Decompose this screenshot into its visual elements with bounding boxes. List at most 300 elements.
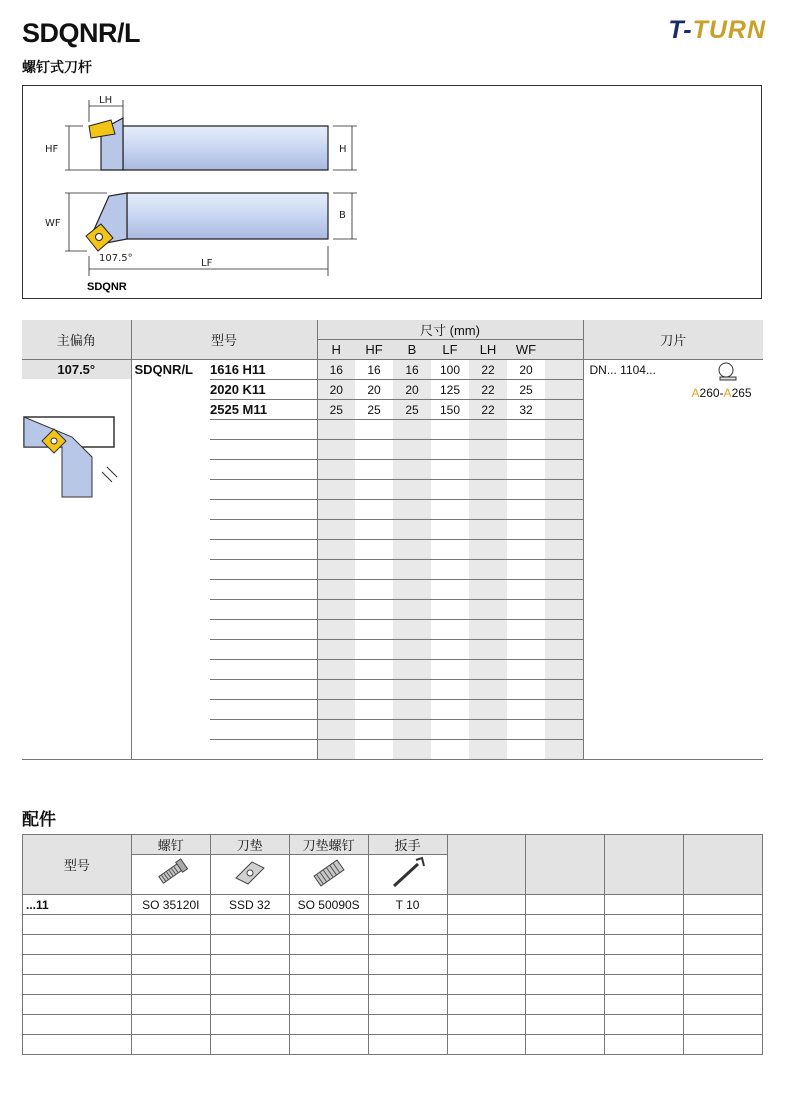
size-cell: [210, 620, 317, 640]
dim-cell-empty: [545, 700, 583, 720]
acc-cell-wrench: [368, 1015, 447, 1035]
acc-cell-blank: [526, 955, 605, 975]
acc-cell-screw: SO 35120I: [131, 895, 210, 915]
col-header-approach-angle: 主偏角: [22, 320, 131, 360]
dim-cell-wf: [507, 480, 545, 500]
acc-cell-blank: [605, 935, 684, 955]
acc-cell-shim-screw: [289, 955, 368, 975]
dim-cell-lh: [469, 500, 507, 520]
dim-cell-b: [393, 520, 431, 540]
page-subtitle: 螺钉式刀杆: [22, 60, 92, 76]
acc-cell-model: [23, 1035, 132, 1055]
table-row: [23, 1015, 763, 1035]
size-cell: [210, 680, 317, 700]
size-cell: 1616 H11: [210, 360, 317, 380]
acc-cell-blank: [447, 915, 526, 935]
col-header-h: H: [317, 340, 355, 360]
dim-label-lf: LF: [201, 258, 213, 269]
acc-cell-screw: [131, 995, 210, 1015]
shim-screw-image-cell: [289, 855, 368, 895]
dim-cell-h: 25: [317, 400, 355, 420]
acc-cell-shim-screw: [289, 1035, 368, 1055]
dim-cell-wf: [507, 640, 545, 660]
acc-cell-blank: [526, 895, 605, 915]
acc-cell-model: [23, 955, 132, 975]
dim-cell-lh: [469, 580, 507, 600]
screw-image-cell: [131, 855, 210, 895]
size-cell: [210, 740, 317, 760]
acc-cell-shim: [210, 935, 289, 955]
dim-cell-lf: 125: [431, 380, 469, 400]
acc-cell-blank: [447, 995, 526, 1015]
acc-cell-shim-screw: [289, 1015, 368, 1035]
dim-cell-lh: [469, 560, 507, 580]
dim-cell-b: [393, 660, 431, 680]
dim-cell-lh: 22: [469, 400, 507, 420]
dim-cell-hf: [355, 580, 393, 600]
dim-cell-lh: [469, 700, 507, 720]
dim-cell-lf: 100: [431, 360, 469, 380]
dim-cell-wf: 32: [507, 400, 545, 420]
dim-cell-empty: [545, 540, 583, 560]
acc-cell-blank: [526, 975, 605, 995]
acc-cell-shim-screw: [289, 975, 368, 995]
dim-cell-empty: [545, 560, 583, 580]
dim-cell-wf: [507, 740, 545, 760]
dim-cell-lh: [469, 520, 507, 540]
dim-cell-empty: [545, 660, 583, 680]
col-header-b: B: [393, 340, 431, 360]
drawing-caption: SDQNR: [87, 281, 127, 293]
acc-cell-shim: [210, 1015, 289, 1035]
page-ref-prefix-2: A: [723, 386, 732, 400]
size-cell: [210, 460, 317, 480]
technical-drawing: [22, 85, 762, 299]
dim-cell-lf: [431, 660, 469, 680]
dim-cell-empty: [545, 720, 583, 740]
dim-cell-h: [317, 420, 355, 440]
acc-cell-blank: [605, 1015, 684, 1035]
dim-cell-empty: [545, 480, 583, 500]
dim-cell-h: [317, 740, 355, 760]
acc-header-blank-1: [447, 835, 526, 895]
acc-cell-blank: [684, 895, 763, 915]
dim-cell-wf: [507, 500, 545, 520]
size-cell: [210, 500, 317, 520]
wrench-icon: [388, 856, 428, 890]
dim-cell-hf: [355, 740, 393, 760]
table-row: [22, 360, 763, 380]
acc-cell-model: [23, 1015, 132, 1035]
dim-cell-hf: 16: [355, 360, 393, 380]
acc-cell-blank: [684, 975, 763, 995]
dim-cell-lf: [431, 640, 469, 660]
dim-cell-hf: [355, 680, 393, 700]
acc-cell-model: [23, 915, 132, 935]
dim-cell-lh: [469, 720, 507, 740]
dim-cell-wf: [507, 620, 545, 640]
shank-top-view: [127, 193, 328, 239]
acc-cell-blank: [605, 915, 684, 935]
acc-header-screw: 螺钉: [131, 835, 210, 855]
acc-header-blank-2: [526, 835, 605, 895]
dim-cell-h: [317, 680, 355, 700]
dim-cell-empty: [545, 500, 583, 520]
acc-cell-blank: [447, 975, 526, 995]
size-cell: [210, 440, 317, 460]
dim-cell-h: [317, 640, 355, 660]
dim-cell-h: [317, 500, 355, 520]
col-header-dimensions: 尺寸 (mm): [317, 320, 583, 340]
size-cell: [210, 520, 317, 540]
page-ref-number-1: 260-: [699, 386, 724, 400]
dim-cell-lf: [431, 580, 469, 600]
dim-cell-lh: [469, 640, 507, 660]
dim-label-hf: HF: [45, 144, 59, 155]
dim-cell-b: [393, 740, 431, 760]
dim-cell-lh: [469, 480, 507, 500]
dim-cell-h: [317, 560, 355, 580]
dim-cell-hf: [355, 720, 393, 740]
dim-cell-lf: [431, 460, 469, 480]
acc-cell-screw: [131, 1035, 210, 1055]
dim-cell-lf: [431, 680, 469, 700]
approach-angle-value: 107.5°: [22, 360, 131, 379]
dim-cell-lf: [431, 420, 469, 440]
dim-label-lh: LH: [99, 95, 113, 106]
dim-cell-b: 25: [393, 400, 431, 420]
magnifier-icon[interactable]: [716, 361, 738, 381]
dim-cell-wf: 25: [507, 380, 545, 400]
dim-cell-lf: [431, 600, 469, 620]
dim-cell-hf: [355, 620, 393, 640]
dim-cell-h: [317, 660, 355, 680]
acc-cell-shim-screw: [289, 935, 368, 955]
shank-side-view: [123, 126, 328, 170]
size-cell: 2020 K11: [210, 380, 317, 400]
shim-screw-icon: [309, 856, 349, 890]
size-cell: [210, 480, 317, 500]
dim-cell-b: [393, 580, 431, 600]
acc-cell-blank: [447, 1035, 526, 1055]
dim-cell-hf: [355, 640, 393, 660]
page-ref-prefix-1: A: [691, 386, 700, 400]
acc-cell-shim-screw: SO 50090S: [289, 895, 368, 915]
dim-cell-hf: [355, 500, 393, 520]
acc-cell-wrench: [368, 975, 447, 995]
acc-cell-wrench: [368, 935, 447, 955]
dim-cell-lf: [431, 500, 469, 520]
dim-cell-h: [317, 720, 355, 740]
acc-cell-screw: [131, 975, 210, 995]
dim-cell-h: 20: [317, 380, 355, 400]
dim-cell-h: [317, 700, 355, 720]
dim-cell-lf: [431, 480, 469, 500]
acc-cell-model: [23, 995, 132, 1015]
acc-header-blank-3: [605, 835, 684, 895]
acc-cell-shim: [210, 975, 289, 995]
acc-cell-shim: [210, 1035, 289, 1055]
dim-cell-wf: [507, 520, 545, 540]
page-title: SDQNR/L: [22, 18, 140, 48]
acc-cell-blank: [605, 895, 684, 915]
dim-cell-wf: [507, 460, 545, 480]
acc-cell-shim-screw: [289, 995, 368, 1015]
insert-code: DN... 1104...: [589, 363, 656, 377]
acc-cell-wrench: T 10: [368, 895, 447, 915]
acc-cell-blank: [526, 1035, 605, 1055]
acc-cell-blank: [684, 1015, 763, 1035]
dim-cell-wf: [507, 700, 545, 720]
dim-cell-b: [393, 500, 431, 520]
dim-cell-hf: [355, 520, 393, 540]
dim-cell-lf: [431, 540, 469, 560]
col-header-empty: [545, 340, 583, 360]
dim-cell-b: [393, 460, 431, 480]
dim-cell-empty: [545, 400, 583, 420]
page-reference-link[interactable]: [692, 386, 752, 400]
acc-cell-shim-screw: [289, 915, 368, 935]
acc-cell-model: [23, 975, 132, 995]
dim-cell-hf: [355, 440, 393, 460]
col-header-wf: WF: [507, 340, 545, 360]
size-cell: [210, 700, 317, 720]
dim-cell-wf: [507, 600, 545, 620]
shim-image-cell: [210, 855, 289, 895]
table-row: [23, 935, 763, 955]
dim-cell-h: [317, 480, 355, 500]
size-cell: [210, 540, 317, 560]
accessories-table: [22, 834, 763, 1055]
dim-cell-lh: 22: [469, 380, 507, 400]
dim-cell-lh: 22: [469, 360, 507, 380]
acc-cell-wrench: [368, 995, 447, 1015]
dim-cell-h: [317, 540, 355, 560]
acc-cell-model: [23, 935, 132, 955]
dim-label-h: H: [339, 144, 347, 155]
shim-icon: [230, 856, 270, 890]
dim-cell-b: [393, 540, 431, 560]
acc-cell-wrench: [368, 955, 447, 975]
dim-cell-hf: [355, 460, 393, 480]
acc-cell-screw: [131, 955, 210, 975]
dim-label-b: B: [339, 210, 346, 221]
size-cell: [210, 580, 317, 600]
size-cell: [210, 600, 317, 620]
dim-cell-b: [393, 720, 431, 740]
screw-icon: [151, 856, 191, 890]
acc-cell-shim: [210, 955, 289, 975]
acc-cell-blank: [447, 895, 526, 915]
dim-cell-hf: [355, 700, 393, 720]
dim-cell-empty: [545, 600, 583, 620]
dim-cell-h: [317, 620, 355, 640]
acc-cell-model: ...11: [23, 895, 132, 915]
dim-cell-empty: [545, 520, 583, 540]
size-cell: [210, 420, 317, 440]
series-label: SDQNR/L: [134, 362, 193, 377]
dim-cell-h: [317, 520, 355, 540]
dim-cell-lf: [431, 720, 469, 740]
dim-cell-hf: [355, 600, 393, 620]
dim-cell-b: [393, 560, 431, 580]
acc-cell-blank: [605, 955, 684, 975]
dim-cell-hf: 20: [355, 380, 393, 400]
dim-cell-empty: [545, 420, 583, 440]
dim-cell-b: [393, 420, 431, 440]
dim-cell-empty: [545, 620, 583, 640]
dim-cell-lh: [469, 660, 507, 680]
col-header-insert: 刀片: [583, 320, 763, 360]
dim-cell-lf: 150: [431, 400, 469, 420]
dim-cell-hf: [355, 560, 393, 580]
acc-cell-blank: [447, 1015, 526, 1035]
dim-cell-hf: [355, 420, 393, 440]
col-header-lh: LH: [469, 340, 507, 360]
acc-cell-blank: [684, 1035, 763, 1055]
dim-cell-lh: [469, 620, 507, 640]
dim-cell-b: [393, 680, 431, 700]
dim-cell-h: [317, 580, 355, 600]
wrench-image-cell: [368, 855, 447, 895]
dim-cell-lh: [469, 540, 507, 560]
dim-cell-empty: [545, 360, 583, 380]
dim-cell-wf: [507, 420, 545, 440]
acc-cell-blank: [684, 935, 763, 955]
acc-cell-screw: [131, 915, 210, 935]
table-row: [23, 975, 763, 995]
dim-cell-lh: [469, 420, 507, 440]
acc-cell-blank: [684, 995, 763, 1015]
dim-cell-hf: [355, 540, 393, 560]
dim-cell-h: [317, 600, 355, 620]
dim-cell-b: 16: [393, 360, 431, 380]
dim-cell-lh: [469, 740, 507, 760]
dim-cell-lf: [431, 560, 469, 580]
dim-cell-b: [393, 620, 431, 640]
acc-cell-blank: [447, 955, 526, 975]
col-header-model: 型号: [131, 320, 317, 360]
acc-header-blank-4: [684, 835, 763, 895]
dim-cell-h: 16: [317, 360, 355, 380]
dim-cell-lf: [431, 440, 469, 460]
dim-cell-wf: [507, 720, 545, 740]
table-row: [23, 955, 763, 975]
dim-cell-b: [393, 600, 431, 620]
dim-label-wf: WF: [45, 218, 61, 229]
acc-cell-screw: [131, 1015, 210, 1035]
dim-cell-h: [317, 460, 355, 480]
acc-cell-shim: [210, 915, 289, 935]
dim-cell-lh: [469, 600, 507, 620]
dim-cell-empty: [545, 640, 583, 660]
dim-cell-b: 20: [393, 380, 431, 400]
dim-cell-b: [393, 640, 431, 660]
brand-logo-part1: T-: [668, 16, 693, 44]
acc-header-wrench: 扳手: [368, 835, 447, 855]
dim-cell-lh: [469, 440, 507, 460]
acc-cell-blank: [684, 915, 763, 935]
size-cell: [210, 720, 317, 740]
approach-angle-cell: [22, 360, 131, 760]
series-cell: [131, 360, 210, 760]
acc-cell-blank: [526, 915, 605, 935]
dim-cell-empty: [545, 680, 583, 700]
dim-cell-b: [393, 480, 431, 500]
insert-cell: [583, 360, 763, 760]
size-cell: [210, 660, 317, 680]
table-row: [23, 1035, 763, 1055]
dim-cell-lf: [431, 620, 469, 640]
dim-cell-wf: [507, 580, 545, 600]
dim-cell-wf: [507, 440, 545, 460]
dim-cell-lf: [431, 520, 469, 540]
dim-cell-b: [393, 700, 431, 720]
accessories-title: 配件: [22, 810, 56, 830]
dim-cell-empty: [545, 460, 583, 480]
col-header-lf: LF: [431, 340, 469, 360]
acc-cell-blank: [526, 935, 605, 955]
insert-orientation-icon: [22, 397, 122, 517]
size-cell: [210, 640, 317, 660]
acc-cell-wrench: [368, 1035, 447, 1055]
acc-header-model: 型号: [23, 835, 132, 895]
dim-cell-wf: [507, 660, 545, 680]
dim-cell-hf: 25: [355, 400, 393, 420]
dim-cell-wf: [507, 680, 545, 700]
acc-cell-shim: [210, 995, 289, 1015]
dim-cell-lf: [431, 740, 469, 760]
acc-cell-blank: [526, 1015, 605, 1035]
dim-label-angle: 107.5°: [99, 253, 133, 264]
size-cell: 2525 M11: [210, 400, 317, 420]
dim-cell-wf: [507, 560, 545, 580]
acc-cell-blank: [684, 955, 763, 975]
acc-header-shim: 刀垫: [210, 835, 289, 855]
dim-cell-h: [317, 440, 355, 460]
table-row: [23, 915, 763, 935]
size-cell: [210, 560, 317, 580]
spec-table: [22, 320, 763, 760]
acc-cell-blank: [447, 935, 526, 955]
dim-cell-wf: [507, 540, 545, 560]
acc-cell-blank: [605, 975, 684, 995]
acc-cell-shim: SSD 32: [210, 895, 289, 915]
dim-cell-lh: [469, 680, 507, 700]
dim-cell-lh: [469, 460, 507, 480]
dim-cell-lf: [431, 700, 469, 720]
acc-cell-blank: [526, 995, 605, 1015]
acc-cell-screw: [131, 935, 210, 955]
acc-cell-blank: [605, 1035, 684, 1055]
acc-cell-wrench: [368, 915, 447, 935]
acc-header-shim-screw: 刀垫螺钉: [289, 835, 368, 855]
table-row: [23, 995, 763, 1015]
col-header-hf: HF: [355, 340, 393, 360]
brand-logo: [668, 16, 766, 45]
brand-logo-part2: TURN: [692, 16, 766, 44]
acc-cell-blank: [605, 995, 684, 1015]
page-ref-number-2: 265: [731, 386, 752, 400]
table-row: [23, 895, 763, 915]
dim-cell-b: [393, 440, 431, 460]
toolholder-drawing: [23, 86, 761, 298]
dim-cell-empty: [545, 580, 583, 600]
dim-cell-wf: 20: [507, 360, 545, 380]
dim-cell-hf: [355, 660, 393, 680]
dim-cell-hf: [355, 480, 393, 500]
dim-cell-empty: [545, 440, 583, 460]
